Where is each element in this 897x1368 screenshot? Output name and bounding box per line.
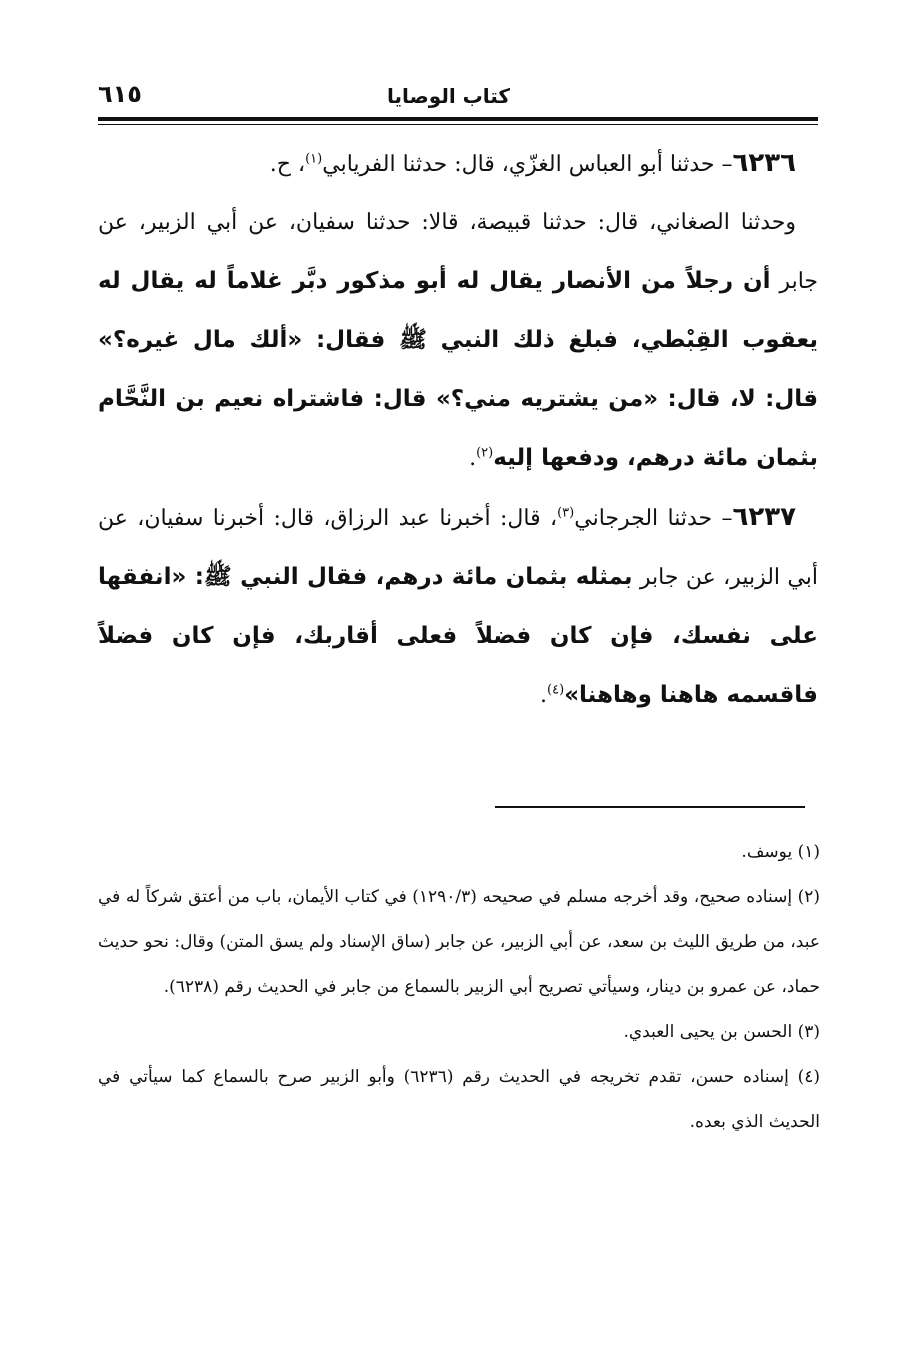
header-rule-thick — [98, 117, 818, 121]
matn-text: قال: لا، قال: — [658, 386, 819, 412]
matn-text: بمثله بثمان مائة درهم، فقال النبي ﷺ: — [194, 564, 633, 590]
hadith-6236 — [98, 134, 818, 194]
header-rule-thin — [98, 124, 818, 125]
isnad-text: – حدثنا الجرجاني — [574, 506, 733, 531]
isnad-text: وحدثنا الصغاني، قال: حدثنا قبيصة، قالا: حدثنا سفيان، عن أبي الزبير، عن جابر — [98, 210, 818, 294]
footnote-2-continued: من أعتق شركاً له في عبد، من طريق الليث بن سعد، عن أبي الزبير، عن جابر (ساق الإسناد ولم يسق المتن) وقال: نحو حديث حماد، عن عمرو بن دينار، وسيأتي تصريح أبي الزبير بالسماع من جابر في الحديث رقم (٦٢٣٨). — [98, 887, 820, 997]
footnote-ref: (٢) — [476, 445, 494, 461]
footnote-3: (٣) الحسن بن يحيى العبدي. — [623, 1022, 820, 1042]
matn-text: أن رجلاً من الأنصار يقال له أبو مذكور دبَّر غلاماً له يقال له يعقوب القِبْطي، فبلغ ذلك النبي ﷺ فقال: — [98, 268, 818, 353]
footnote-ref: (٣) — [557, 505, 575, 521]
footnotes — [98, 830, 820, 1145]
main-text — [98, 134, 818, 725]
footnote-2 — [98, 875, 820, 1010]
matn-text: قال: فاشتراه نعيم بن النَّحَّام بثمان مائة درهم، ودفعها إليه — [98, 386, 818, 471]
period: . — [540, 683, 548, 708]
footnote-4 — [98, 1055, 820, 1145]
footnote-4-continued: سيأتي في الحديث الذي بعده. — [98, 1067, 820, 1132]
hadith-number: ٦٢٣٧ — [732, 502, 796, 532]
matn-quote: «ألك مال غيره؟» — [98, 327, 303, 353]
footnote-4-line: (٤) إسناده حسن، تقدم تخريجه في الحديث رقم (٦٢٣٦) وأبو الزبير صرح بالسماع كما — [181, 1067, 821, 1087]
isnad-text: – حدثنا أبو العباس الغزّي، قال: حدثنا الفريابي — [322, 152, 733, 177]
hadith-6237 — [98, 488, 818, 725]
period: . — [469, 446, 477, 471]
page-number: ٦١٥ — [98, 80, 142, 108]
footnote-2-line: (٢) إسناده صحيح، وقد أخرجه مسلم في صحيحه (١٢٩٠/٣) في كتاب الأيمان، باب — [255, 887, 820, 907]
running-header-title: كتاب الوصايا — [386, 84, 511, 108]
matn-quote: «من يشتريه مني؟» — [435, 386, 659, 412]
footnote-ref: (٤) — [547, 682, 565, 698]
footnote-1: (١) يوسف. — [741, 842, 820, 862]
matn-quote: «انفقها على نفسك، فإن كان فضلاً فعلى أقاربك، فإن كان فضلاً فاقسمه هاهنا وهاهنا» — [98, 564, 818, 708]
hadith-number: ٦٢٣٦ — [732, 148, 796, 178]
footnote-separator — [495, 806, 805, 808]
isnad-text: ، ح. — [269, 152, 306, 177]
hadith-6236-continued — [98, 194, 818, 488]
footnote-ref: (١) — [305, 151, 323, 167]
isnad-text: ، قال: أخبرنا عبد الرزاق، قال: أخبرنا سفيان، عن أبي الزبير، عن جابر — [98, 506, 818, 590]
